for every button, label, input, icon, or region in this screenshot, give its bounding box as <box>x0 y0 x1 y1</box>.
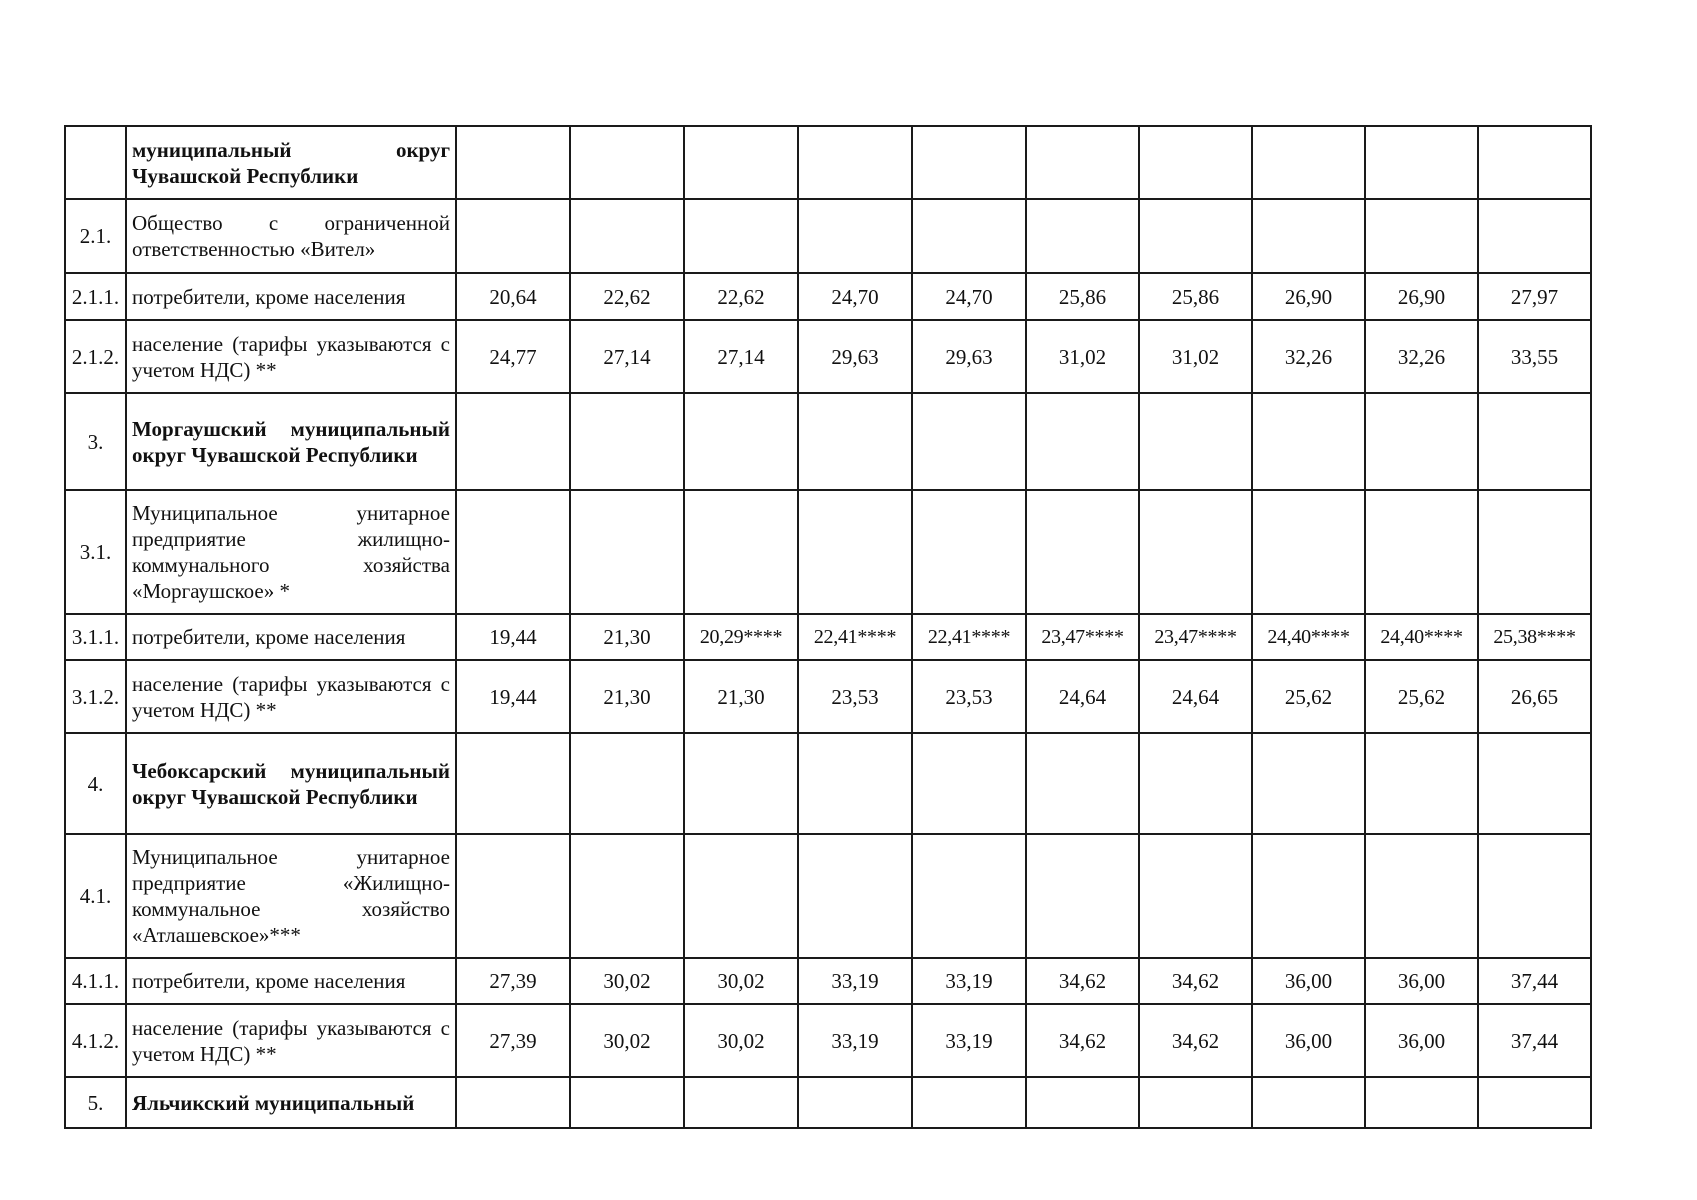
table-row <box>65 320 1591 393</box>
tariff-value <box>456 126 570 199</box>
row-number: 2.1.2. <box>65 320 126 393</box>
tariff-value: 34,62 <box>1026 958 1139 1004</box>
tariff-value: 30,02 <box>570 958 684 1004</box>
row-description: Чебоксарский муниципальный округ Чувашской Республики <box>126 733 456 834</box>
tariff-value <box>912 733 1026 834</box>
tariff-value <box>1026 199 1139 273</box>
tariff-value: 24,40**** <box>1252 614 1365 660</box>
tariff-value: 37,44 <box>1478 958 1591 1004</box>
tariff-value <box>684 199 798 273</box>
tariff-value: 25,38**** <box>1478 614 1591 660</box>
tariff-value: 21,30 <box>570 660 684 733</box>
tariff-value <box>798 1077 912 1128</box>
tariff-value: 26,90 <box>1252 273 1365 320</box>
tariff-value <box>684 733 798 834</box>
row-number: 2.1.1. <box>65 273 126 320</box>
tariff-value <box>570 490 684 614</box>
tariff-value: 22,41**** <box>798 614 912 660</box>
row-number: 4.1.1. <box>65 958 126 1004</box>
row-number: 3. <box>65 393 126 490</box>
row-description: муниципальный округ Чувашской Республики <box>126 126 456 199</box>
tariff-value <box>1252 199 1365 273</box>
tariff-value <box>456 733 570 834</box>
tariff-value <box>798 834 912 958</box>
tariff-value: 30,02 <box>570 1004 684 1077</box>
tariff-value <box>570 126 684 199</box>
tariff-value <box>684 393 798 490</box>
row-description: население (тарифы указываются с учетом НДС) ** <box>126 320 456 393</box>
tariff-value: 36,00 <box>1252 958 1365 1004</box>
tariff-value <box>1478 199 1591 273</box>
row-description: Яльчикский муниципальный <box>126 1077 456 1128</box>
tariff-value <box>570 733 684 834</box>
tariff-value: 24,77 <box>456 320 570 393</box>
tariff-value <box>1478 393 1591 490</box>
tariff-value: 24,40**** <box>1365 614 1478 660</box>
tariff-value <box>1252 733 1365 834</box>
tariff-value: 31,02 <box>1139 320 1252 393</box>
tariff-value: 33,19 <box>912 958 1026 1004</box>
tariff-value: 26,65 <box>1478 660 1591 733</box>
tariff-value <box>912 393 1026 490</box>
row-number: 3.1.2. <box>65 660 126 733</box>
row-number: 4. <box>65 733 126 834</box>
row-description: потребители, кроме населения <box>126 273 456 320</box>
tariff-value <box>1139 490 1252 614</box>
tariff-value <box>1139 834 1252 958</box>
tariff-value <box>798 733 912 834</box>
tariff-value: 19,44 <box>456 614 570 660</box>
tariff-value: 23,47**** <box>1026 614 1139 660</box>
tariff-value <box>456 1077 570 1128</box>
row-description: Муниципальное унитарное предприятие жилищно-коммунального хозяйства «Моргаушское» * <box>126 490 456 614</box>
tariff-value: 27,39 <box>456 958 570 1004</box>
tariff-value: 27,39 <box>456 1004 570 1077</box>
row-number <box>65 126 126 199</box>
tariff-value: 36,00 <box>1365 1004 1478 1077</box>
tariff-value: 36,00 <box>1252 1004 1365 1077</box>
tariff-value <box>1252 1077 1365 1128</box>
tariff-value <box>1026 1077 1139 1128</box>
tariff-value <box>912 199 1026 273</box>
table-row <box>65 614 1591 660</box>
tariff-value <box>1365 126 1478 199</box>
tariff-value <box>570 834 684 958</box>
row-description: Моргаушский муниципальный округ Чувашской Республики <box>126 393 456 490</box>
tariff-value: 31,02 <box>1026 320 1139 393</box>
tariff-value: 24,64 <box>1139 660 1252 733</box>
tariff-value <box>1139 733 1252 834</box>
row-number: 3.1. <box>65 490 126 614</box>
tariff-value <box>1365 490 1478 614</box>
table-row <box>65 393 1591 490</box>
row-description: Муниципальное унитарное предприятие «Жилищно-коммунальное хозяйство «Атлашевское»*** <box>126 834 456 958</box>
tariff-value: 22,62 <box>684 273 798 320</box>
row-number: 4.1. <box>65 834 126 958</box>
table-row <box>65 733 1591 834</box>
tariff-value <box>912 126 1026 199</box>
table-row <box>65 273 1591 320</box>
tariff-value: 25,62 <box>1365 660 1478 733</box>
tariff-value: 37,44 <box>1478 1004 1591 1077</box>
tariff-value: 20,64 <box>456 273 570 320</box>
tariff-value: 27,14 <box>570 320 684 393</box>
tariff-value: 32,26 <box>1365 320 1478 393</box>
table-row <box>65 660 1591 733</box>
tariff-value <box>1139 199 1252 273</box>
tariff-table <box>64 125 1592 1129</box>
tariff-value: 24,64 <box>1026 660 1139 733</box>
tariff-value: 33,55 <box>1478 320 1591 393</box>
tariff-value: 21,30 <box>570 614 684 660</box>
tariff-value <box>570 199 684 273</box>
tariff-value <box>684 126 798 199</box>
tariff-value <box>798 199 912 273</box>
tariff-value <box>912 490 1026 614</box>
row-number: 2.1. <box>65 199 126 273</box>
tariff-value: 24,70 <box>912 273 1026 320</box>
tariff-value <box>456 490 570 614</box>
tariff-value <box>1365 1077 1478 1128</box>
tariff-value <box>570 393 684 490</box>
tariff-value: 23,47**** <box>1139 614 1252 660</box>
tariff-value <box>456 393 570 490</box>
row-description: население (тарифы указываются с учетом НДС) ** <box>126 1004 456 1077</box>
tariff-value: 27,97 <box>1478 273 1591 320</box>
tariff-value <box>1139 126 1252 199</box>
tariff-value: 21,30 <box>684 660 798 733</box>
tariff-value: 26,90 <box>1365 273 1478 320</box>
tariff-value <box>1478 126 1591 199</box>
tariff-value: 34,62 <box>1139 958 1252 1004</box>
table-row <box>65 199 1591 273</box>
tariff-value <box>1365 393 1478 490</box>
tariff-value: 30,02 <box>684 958 798 1004</box>
tariff-value <box>570 1077 684 1128</box>
tariff-value: 34,62 <box>1026 1004 1139 1077</box>
tariff-value <box>1139 393 1252 490</box>
row-description: потребители, кроме населения <box>126 614 456 660</box>
tariff-value <box>1252 490 1365 614</box>
tariff-value <box>1026 490 1139 614</box>
tariff-value: 22,62 <box>570 273 684 320</box>
tariff-value <box>1026 733 1139 834</box>
table-row <box>65 1004 1591 1077</box>
tariff-value: 32,26 <box>1252 320 1365 393</box>
tariff-value: 24,70 <box>798 273 912 320</box>
tariff-value <box>798 490 912 614</box>
tariff-value <box>1026 393 1139 490</box>
tariff-value <box>912 834 1026 958</box>
row-number: 3.1.1. <box>65 614 126 660</box>
table-row <box>65 1077 1591 1128</box>
tariff-value: 25,62 <box>1252 660 1365 733</box>
row-number: 5. <box>65 1077 126 1128</box>
tariff-value <box>912 1077 1026 1128</box>
tariff-value <box>798 126 912 199</box>
tariff-value <box>1478 490 1591 614</box>
table-row <box>65 126 1591 199</box>
tariff-value: 20,29**** <box>684 614 798 660</box>
tariff-value <box>456 199 570 273</box>
tariff-value: 23,53 <box>912 660 1026 733</box>
tariff-value <box>1365 834 1478 958</box>
tariff-value <box>1478 1077 1591 1128</box>
tariff-value <box>684 490 798 614</box>
tariff-value: 22,41**** <box>912 614 1026 660</box>
row-description: потребители, кроме населения <box>126 958 456 1004</box>
table-body <box>65 126 1591 1128</box>
tariff-value: 30,02 <box>684 1004 798 1077</box>
table-row <box>65 958 1591 1004</box>
tariff-value: 36,00 <box>1365 958 1478 1004</box>
tariff-value: 33,19 <box>798 958 912 1004</box>
tariff-value: 23,53 <box>798 660 912 733</box>
table-row <box>65 834 1591 958</box>
tariff-value <box>684 834 798 958</box>
tariff-value: 25,86 <box>1139 273 1252 320</box>
table-row <box>65 490 1591 614</box>
tariff-value: 29,63 <box>912 320 1026 393</box>
tariff-value <box>684 1077 798 1128</box>
tariff-value: 34,62 <box>1139 1004 1252 1077</box>
tariff-value <box>1365 733 1478 834</box>
tariff-value <box>1365 199 1478 273</box>
tariff-value <box>456 834 570 958</box>
tariff-value <box>1026 126 1139 199</box>
row-description: население (тарифы указываются с учетом НДС) ** <box>126 660 456 733</box>
tariff-value: 27,14 <box>684 320 798 393</box>
row-number: 4.1.2. <box>65 1004 126 1077</box>
tariff-value <box>798 393 912 490</box>
tariff-value <box>1252 834 1365 958</box>
tariff-value: 29,63 <box>798 320 912 393</box>
tariff-value: 33,19 <box>912 1004 1026 1077</box>
tariff-value: 33,19 <box>798 1004 912 1077</box>
tariff-value <box>1252 393 1365 490</box>
tariff-value <box>1139 1077 1252 1128</box>
tariff-value: 19,44 <box>456 660 570 733</box>
tariff-value <box>1026 834 1139 958</box>
tariff-value <box>1252 126 1365 199</box>
tariff-value <box>1478 834 1591 958</box>
tariff-value <box>1478 733 1591 834</box>
tariff-value: 25,86 <box>1026 273 1139 320</box>
row-description: Общество с ограниченной ответственностью «Вител» <box>126 199 456 273</box>
